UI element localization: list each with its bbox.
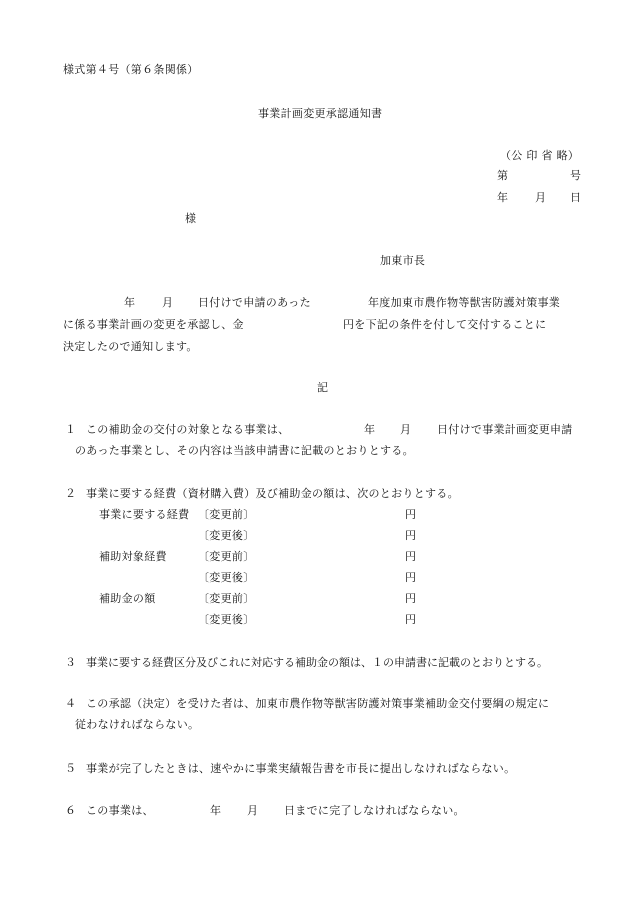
document-number-suffix: 号 bbox=[570, 169, 582, 182]
item-3-text: 事業に要する経費区分及びこれに対応する補助金の額は、１の申請書に記載のとおりとする。 bbox=[86, 656, 548, 669]
item-2-text: 事業に要する経費（資材購入費）及び補助金の額は、次のとおりとする。 bbox=[86, 487, 459, 500]
ki-heading: 記 bbox=[317, 381, 329, 394]
body-line1-suffix: 年度加東市農作物等獣害防護対策事業 bbox=[368, 296, 561, 309]
cost-row-unit: 円 bbox=[405, 529, 417, 542]
item-5-number: ５ bbox=[65, 762, 77, 775]
cost-row-state: 〔変更後〕 bbox=[198, 529, 255, 542]
body-line2-text: に係る事業計画の変更を承認し、金 bbox=[63, 318, 244, 331]
item-4-continuation: 従わなければならない。 bbox=[75, 718, 200, 731]
item-6-month: 月 bbox=[247, 804, 259, 817]
item-1-continuation: のあった事業とし、その内容は当該申請書に記載のとおりとする。 bbox=[75, 444, 414, 457]
document-number-prefix: 第 bbox=[497, 169, 509, 182]
date-month-label: 月 bbox=[535, 191, 547, 204]
body-line2-suffix: 円を下記の条件を付して交付することに bbox=[343, 318, 547, 331]
item-1-text: この補助金の交付の対象となる事業は、 bbox=[86, 423, 290, 436]
issuer-name: 加東市長 bbox=[380, 254, 426, 267]
item-4-text: この承認（決定）を受けた者は、加東市農作物等獣害防護対策事業補助金交付要綱の規定に bbox=[86, 697, 550, 710]
cost-row-state: 〔変更後〕 bbox=[198, 571, 255, 584]
cost-row-label: 補助金の額 bbox=[99, 592, 156, 605]
addressee-suffix: 様 bbox=[185, 212, 197, 225]
cost-row-label: 補助対象経費 bbox=[99, 550, 167, 563]
item-6-number: ６ bbox=[65, 804, 77, 817]
body-line1-text: 日付けで申請のあった bbox=[198, 296, 311, 309]
body-line3-text: 決定したので通知します。 bbox=[63, 340, 198, 353]
item-1-suffix: 日付けで事業計画変更申請 bbox=[437, 423, 573, 436]
cost-row-unit: 円 bbox=[405, 571, 417, 584]
item-3-number: ３ bbox=[65, 656, 77, 669]
item-6-year: 年 bbox=[210, 804, 222, 817]
cost-row-unit: 円 bbox=[405, 613, 417, 626]
cost-row-state: 〔変更前〕 bbox=[198, 550, 255, 563]
body-year-label: 年 bbox=[124, 296, 136, 309]
item-1-month: 月 bbox=[400, 423, 412, 436]
date-year-label: 年 bbox=[497, 191, 509, 204]
document-title: 事業計画変更承認通知書 bbox=[258, 107, 383, 120]
seal-omitted-note: （公 印 省 略） bbox=[500, 149, 580, 162]
cost-row-unit: 円 bbox=[405, 508, 417, 521]
cost-row-unit: 円 bbox=[405, 550, 417, 563]
cost-row-state: 〔変更後〕 bbox=[198, 613, 255, 626]
cost-row-unit: 円 bbox=[405, 592, 417, 605]
date-day-label: 日 bbox=[570, 191, 582, 204]
item-1-number: １ bbox=[65, 423, 77, 436]
cost-row-label: 事業に要する経費 bbox=[99, 508, 190, 521]
item-6-suffix: 日までに完了しなければならない。 bbox=[284, 804, 465, 817]
item-1-year: 年 bbox=[364, 423, 376, 436]
item-4-number: ４ bbox=[65, 697, 77, 710]
form-number: 様式第４号（第６条関係） bbox=[63, 63, 199, 76]
item-6-text: この事業は、 bbox=[86, 804, 154, 817]
cost-row-state: 〔変更前〕 bbox=[198, 592, 255, 605]
item-2-number: ２ bbox=[65, 487, 77, 500]
body-month-label: 月 bbox=[162, 296, 174, 309]
item-5-text: 事業が完了したときは、速やかに事業実績報告書を市長に提出しなければならない。 bbox=[86, 762, 516, 775]
cost-row-state: 〔変更前〕 bbox=[198, 508, 255, 521]
